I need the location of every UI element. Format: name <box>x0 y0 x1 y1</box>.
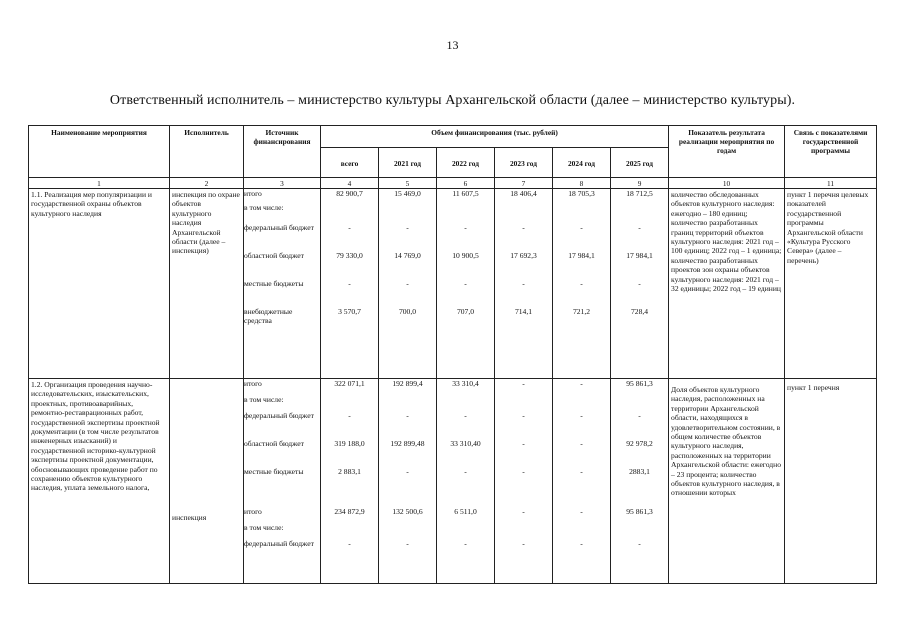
value-cell: 322 071,1 <box>334 379 365 388</box>
value-cell: 92 978,2 <box>626 439 653 448</box>
value-cell: - <box>348 279 351 288</box>
header-name: Наименование мероприятия <box>29 126 170 178</box>
value-cell: - <box>406 467 409 476</box>
value-cell: 17 984,1 <box>568 251 595 260</box>
column-number: 5 <box>379 178 437 189</box>
financing-table <box>28 125 877 584</box>
value-cell: - <box>406 279 409 288</box>
row1-total-values <box>321 189 378 337</box>
value-cell: - <box>406 223 409 232</box>
header-2022: 2022 год <box>437 148 495 178</box>
header-2021: 2021 год <box>379 148 437 178</box>
header-2025: 2025 год <box>611 148 669 178</box>
source-label: в том числе: <box>244 523 284 532</box>
source-label: местные бюджеты <box>244 279 304 288</box>
row2-indicator: Доля объектов культурного наследия, расположенных на территории Архангельской области, находящихся в удовлетворительном состоянии, в общем количестве объектов культурного наследия, расположенных на территории Архангельской области: ежегодно – 23 процента; количество объектов культурного наследия, в отношении которых <box>669 379 785 584</box>
row2-link: пункт 1 перечня <box>785 379 877 584</box>
value-cell <box>437 203 494 223</box>
value-cell: 18 705,3 <box>568 189 595 198</box>
value-cell: - <box>522 411 525 420</box>
source-label: областной бюджет <box>244 251 304 260</box>
value-cell: 2 883,1 <box>338 467 361 476</box>
value-cell: - <box>522 467 525 476</box>
row1-executor: инспекция по охране объектов культурного наследия Архангельской области (далее – инспекция) <box>170 189 244 379</box>
table-row <box>29 379 877 584</box>
source-label: внебюджетные средства <box>244 307 293 326</box>
value-cell: - <box>522 439 525 448</box>
source-label: итого <box>244 189 262 198</box>
source-label: областной бюджет <box>244 439 304 448</box>
value-cell: - <box>580 223 583 232</box>
column-number: 11 <box>785 178 877 189</box>
value-cell <box>611 523 668 539</box>
value-cell <box>321 395 378 411</box>
page-number: 13 <box>446 38 459 52</box>
header-link: Связь с показателями государственной программы <box>785 126 877 178</box>
source-label: федеральный бюджет <box>244 223 314 232</box>
value-cell: 707,0 <box>456 307 475 316</box>
value-cell <box>379 203 436 223</box>
value-cell: 234 872,9 <box>334 507 365 516</box>
value-cell <box>321 523 378 539</box>
source-label: в том числе: <box>244 395 284 404</box>
header-executor: Исполнитель <box>170 126 244 178</box>
value-cell: - <box>638 279 641 288</box>
column-number: 4 <box>321 178 379 189</box>
value-cell: - <box>522 223 525 232</box>
value-cell <box>437 523 494 539</box>
value-cell: - <box>580 539 583 548</box>
row2-sources-b <box>244 507 320 563</box>
value-cell: - <box>522 507 525 516</box>
header-source: Источник финансирования <box>244 126 321 178</box>
value-cell: - <box>580 411 583 420</box>
value-cell: - <box>348 539 351 548</box>
value-cell: 714,1 <box>514 307 533 316</box>
row1-sources <box>244 189 320 337</box>
value-cell: - <box>580 507 583 516</box>
column-number: 8 <box>553 178 611 189</box>
source-label: итого <box>244 507 262 516</box>
value-cell <box>379 395 436 411</box>
header-2024: 2024 год <box>553 148 611 178</box>
value-cell: - <box>522 379 525 388</box>
column-number: 10 <box>669 178 785 189</box>
value-cell: 11 607,5 <box>452 189 479 198</box>
header-2023: 2023 год <box>495 148 553 178</box>
value-cell <box>379 523 436 539</box>
value-cell: 721,2 <box>572 307 591 316</box>
value-cell: 17 984,1 <box>626 251 653 260</box>
column-number: 2 <box>170 178 244 189</box>
source-label: федеральный бюджет <box>244 411 314 420</box>
column-number: 3 <box>244 178 321 189</box>
row2-sources-a <box>244 379 320 497</box>
row1-2021-values <box>379 189 436 337</box>
column-number: 9 <box>611 178 669 189</box>
value-cell <box>495 203 552 223</box>
value-cell: 14 769,0 <box>394 251 421 260</box>
source-label: местные бюджеты <box>244 467 304 476</box>
value-cell: 95 861,3 <box>626 379 653 388</box>
value-cell: - <box>522 539 525 548</box>
row1-2024-values <box>553 189 610 337</box>
value-cell <box>553 395 610 411</box>
column-number: 6 <box>437 178 495 189</box>
value-cell: - <box>464 467 467 476</box>
value-cell: - <box>406 539 409 548</box>
value-cell <box>495 395 552 411</box>
value-cell: - <box>464 411 467 420</box>
value-cell: 192 899,48 <box>390 439 425 448</box>
value-cell: 15 469,0 <box>394 189 421 198</box>
value-cell <box>437 395 494 411</box>
row1-2025-values <box>611 189 668 337</box>
column-numbers-row <box>29 178 877 189</box>
value-cell: 82 900,7 <box>336 189 363 198</box>
header-volume: Объем финансирования (тыс. рублей) <box>321 126 669 148</box>
source-label: федеральный бюджет <box>244 539 314 548</box>
row1-2023-values <box>495 189 552 337</box>
value-cell: - <box>464 279 467 288</box>
value-cell: - <box>638 539 641 548</box>
row1-indicator: количество обследованных объектов культурного наследия: ежегодно – 180 единиц; количество разработанных границ территорий объектов культурного наследия: 2021 год – 100 единиц; 2022 год – 1 единица; количество разработанных проектов зон охраны объектов культурного наследия: 2021 год – 32 единицы; 2022 год – 19 единиц <box>669 189 785 379</box>
value-cell: - <box>580 439 583 448</box>
value-cell: 10 900,5 <box>452 251 479 260</box>
header-total: всего <box>321 148 379 178</box>
value-cell: 17 692,3 <box>510 251 537 260</box>
value-cell: 700,0 <box>398 307 417 316</box>
value-cell: - <box>580 467 583 476</box>
value-cell: - <box>638 223 641 232</box>
row2-executor: инспекция <box>172 513 207 522</box>
value-cell: 79 330,0 <box>336 251 363 260</box>
value-cell: - <box>580 279 583 288</box>
column-number: 1 <box>29 178 170 189</box>
row1-2022-values <box>437 189 494 337</box>
value-cell <box>611 395 668 411</box>
value-cell: 319 188,0 <box>334 439 365 448</box>
value-cell: 6 511,0 <box>454 507 477 516</box>
value-cell: - <box>638 411 641 420</box>
value-cell: 728,4 <box>630 307 649 316</box>
header-indicator: Показатель результата реализации мероприятия по годам <box>669 126 785 178</box>
section-subtitle: Ответственный исполнитель – министерство культуры Архангельской области (далее – министерство культуры). <box>109 93 796 108</box>
table-row <box>29 189 877 379</box>
value-cell: 33 310,4 <box>452 379 479 388</box>
value-cell: - <box>580 379 583 388</box>
value-cell: 192 899,4 <box>392 379 423 388</box>
value-cell <box>553 203 610 223</box>
value-cell <box>611 203 668 223</box>
value-cell: 18 712,5 <box>626 189 653 198</box>
value-cell: - <box>464 223 467 232</box>
value-cell: 3 570,7 <box>338 307 361 316</box>
value-cell: 95 861,3 <box>626 507 653 516</box>
value-cell: - <box>348 411 351 420</box>
value-cell: - <box>522 279 525 288</box>
value-cell: 18 406,4 <box>510 189 537 198</box>
column-number: 7 <box>495 178 553 189</box>
value-cell <box>553 523 610 539</box>
value-cell <box>495 523 552 539</box>
source-label: итого <box>244 379 262 388</box>
source-label: в том числе: <box>244 203 284 212</box>
row1-link: пункт 1 перечня целевых показателей государственной программы Архангельской области «Культура Русского Севера» (далее – перечень) <box>785 189 877 379</box>
value-cell: - <box>464 539 467 548</box>
value-cell: 33 310,40 <box>450 439 481 448</box>
value-cell: 132 500,6 <box>392 507 423 516</box>
row2-name: 1.2. Организация проведения научно-исследовательских, изыскательских, проектных, противоаварийных, ремонтно-реставрационных работ, государственной экспертизы проектной документации (в том числе результатов инженерных изысканий) и государственной историко-культурной экспертизы проектной документации, обосновывающих проведение работ по сохранению объектов культурного наследия, уплата земельного налога, <box>29 379 170 584</box>
value-cell <box>321 203 378 223</box>
value-cell: - <box>348 223 351 232</box>
value-cell: 2883,1 <box>629 467 650 476</box>
value-cell: - <box>406 411 409 420</box>
row1-name: 1.1. Реализация мер популяризации и государственной охраны объектов культурного наследия <box>29 189 170 379</box>
